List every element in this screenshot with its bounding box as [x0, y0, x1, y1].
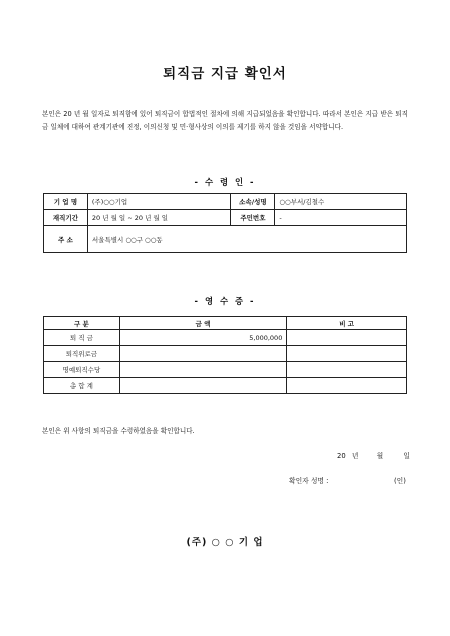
- date-line: [337, 450, 410, 460]
- address-value: 서울특별시 ○○구 ○○동: [87, 226, 406, 253]
- receipt-row-amount: [119, 346, 287, 362]
- intro-paragraph: 본인은 20 년 월 일자로 퇴직함에 있어 퇴직금이 합법적인 절차에 의해 지급되었음을 확인합니다. 따라서 본인은 지급 받은 퇴직금 일체에 대하여 관계기관에 진정, 이의신청 및 민·형사상의 이의를 제기를 하지 않을 것임을 서약합니다.: [42, 110, 408, 131]
- receipt-header-note: 비 고: [287, 317, 407, 330]
- receipt-header-category: 구 분: [44, 317, 120, 330]
- company-label: 기 업 명: [44, 194, 88, 210]
- seal-mark: (인): [394, 477, 406, 485]
- id-value: -: [275, 210, 407, 226]
- receipt-row-amount: [119, 362, 287, 378]
- receipt-row-label: 총 합 계: [44, 378, 120, 394]
- receipt-row-total: [44, 378, 407, 394]
- recipient-table: [43, 193, 407, 253]
- receipt-row-label: 퇴 직 금: [44, 330, 120, 346]
- recipient-row-period: [44, 210, 407, 226]
- company-footer: (주) ○ ○ 기 업: [186, 537, 264, 548]
- signature-line: [289, 475, 406, 485]
- date-month: 월: [376, 452, 384, 460]
- receipt-header-amount: 금 액: [119, 317, 287, 330]
- recipient-row-address: [44, 226, 407, 253]
- recipient-section-title: - 수 령 인 -: [194, 177, 256, 187]
- date-day: 일: [403, 452, 410, 460]
- receipt-section-title: - 영 수 증 -: [194, 296, 256, 306]
- receipt-row-label: 퇴직위로금: [44, 346, 120, 362]
- dept-value: ○○부서/김철수: [275, 194, 407, 210]
- id-label: 주민번호: [231, 210, 275, 226]
- receipt-row-label: 명예퇴직수당: [44, 362, 120, 378]
- date-prefix: 20: [337, 452, 346, 460]
- signature-label: 확인자 성명 :: [289, 477, 329, 485]
- receipt-row: [44, 362, 407, 378]
- period-value: 20 년 월 일 ~ 20 년 월 일: [87, 210, 231, 226]
- receipt-row-note: [287, 362, 407, 378]
- receipt-row-amount: 5,000,000: [119, 330, 287, 346]
- date-year: 년: [351, 452, 359, 460]
- period-label: 재직기간: [44, 210, 88, 226]
- receipt-row-note: [287, 330, 407, 346]
- receipt-row-note: [287, 378, 407, 394]
- receipt-row: [44, 346, 407, 362]
- dept-label: 소속/성명: [231, 194, 275, 210]
- company-value: (주)○○기업: [87, 194, 231, 210]
- receipt-header-row: [44, 317, 407, 330]
- confirm-text: 본인은 위 사항의 퇴직금을 수령하였음을 확인합니다.: [42, 427, 195, 435]
- receipt-table: [43, 316, 407, 394]
- recipient-row-company: [44, 194, 407, 210]
- receipt-row-amount: [119, 378, 287, 394]
- receipt-row-note: [287, 346, 407, 362]
- receipt-row: [44, 330, 407, 346]
- document-title: 퇴직금 지급 확인서: [163, 66, 287, 82]
- address-label: 주 소: [44, 226, 88, 253]
